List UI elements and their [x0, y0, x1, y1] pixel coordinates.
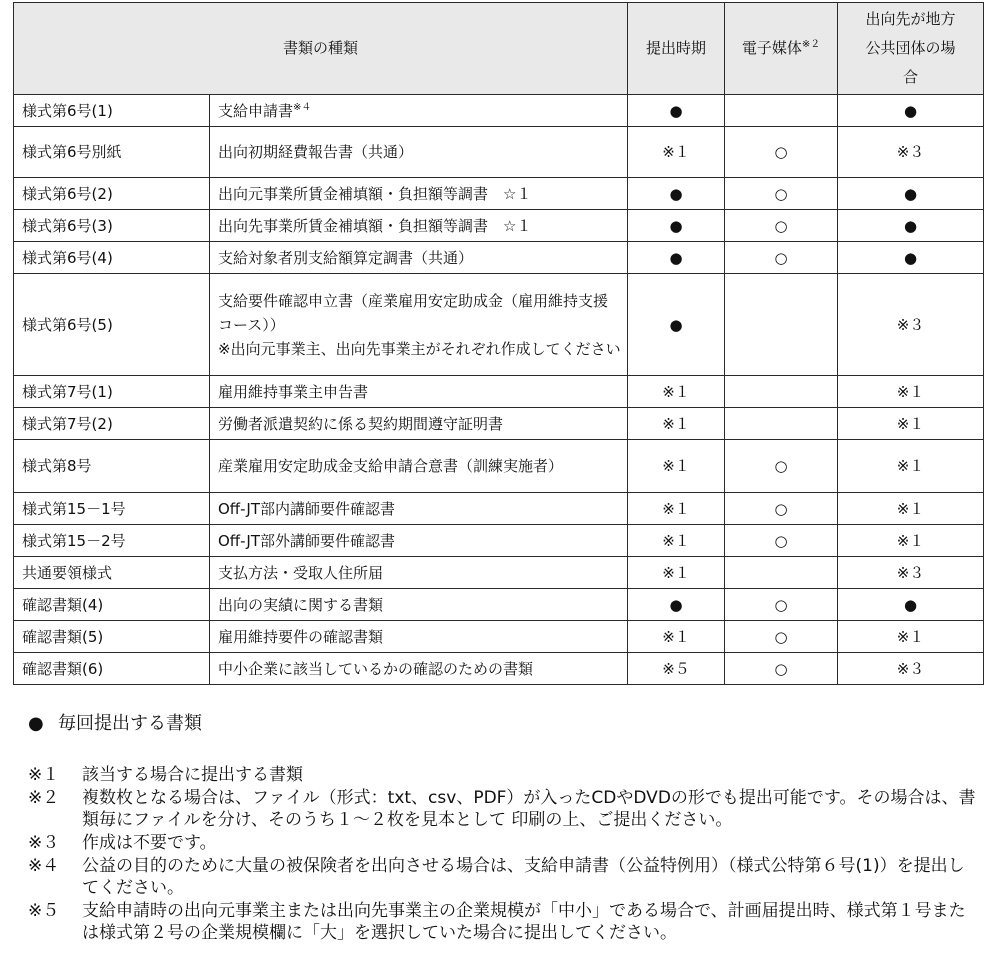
form-number-cell: 様式第6号(3) — [14, 210, 210, 242]
table-row — [14, 440, 984, 493]
timing-mark-cell: ● — [628, 242, 725, 274]
document-name-cell — [210, 621, 628, 653]
local-mark-cell: ※１ — [838, 493, 984, 525]
header-document-type: 書類の種類 — [14, 3, 628, 95]
local-mark-cell: ※３ — [838, 127, 984, 178]
table-row — [14, 178, 984, 210]
document-name-text: 出向元事業所賃金補填額・負担額等調書 ☆１ — [218, 184, 532, 203]
document-name-cell — [210, 178, 628, 210]
document-name-text: 支給対象者別支給額算定調書（共通） — [218, 248, 474, 267]
footnote-mark: ※２ — [28, 788, 60, 808]
table-row — [14, 274, 984, 376]
local-mark-cell: ※１ — [838, 440, 984, 493]
table-row — [14, 408, 984, 440]
form-number-cell: 確認書類(4) — [14, 589, 210, 621]
table-row — [14, 525, 984, 557]
local-mark-cell: ● — [838, 589, 984, 621]
table-body — [14, 95, 984, 685]
header-electronic-media-label: 電子媒体 — [741, 39, 802, 57]
footnote-text: 作成は不要です。 — [82, 833, 217, 853]
local-mark-cell: ● — [838, 178, 984, 210]
footnote-text: 複数枚となる場合は、ファイル（形式：txt、csv、PDF）が入ったCDやDVDの形でも提出可能です。その場合は、書類毎にファイルを分け、そのうち１～２枚を見本として 印刷の上、ご提出ください。 — [82, 788, 976, 830]
timing-mark-cell: ● — [628, 589, 725, 621]
timing-mark-cell: ● — [628, 274, 725, 376]
media-mark-cell — [725, 95, 838, 127]
form-number-cell: 共通要領様式 — [14, 557, 210, 589]
legend-text: 毎回提出する書類 — [58, 713, 202, 734]
timing-mark-cell: ※１ — [628, 557, 725, 589]
media-mark-cell: ○ — [725, 621, 838, 653]
timing-mark-cell: ※５ — [628, 653, 725, 685]
document-name-note: ※４ — [293, 101, 312, 113]
document-name-cell — [210, 274, 628, 376]
timing-mark-cell: ※１ — [628, 621, 725, 653]
form-number-cell: 様式第6号(5) — [14, 274, 210, 376]
document-name-text: 労働者派遣契約に係る契約期間遵守証明書 — [218, 414, 504, 433]
media-mark-cell — [725, 376, 838, 408]
media-mark-cell: ○ — [725, 589, 838, 621]
document-name-text: 雇用維持事業主申告書 — [218, 382, 369, 401]
footnote-text: 該当する場合に提出する書類 — [82, 765, 303, 785]
table-row — [14, 242, 984, 274]
form-number-cell: 確認書類(6) — [14, 653, 210, 685]
local-mark-cell: ※１ — [838, 525, 984, 557]
local-mark-cell: ※１ — [838, 376, 984, 408]
footnote — [28, 832, 978, 854]
timing-mark-cell: ※１ — [628, 525, 725, 557]
form-number-cell: 様式第7号(1) — [14, 376, 210, 408]
timing-mark-cell: ※１ — [628, 376, 725, 408]
document-name-cell — [210, 557, 628, 589]
header-electronic-media-note: ※２ — [801, 39, 821, 50]
footnote-mark: ※５ — [28, 901, 60, 921]
media-mark-cell: ○ — [725, 440, 838, 493]
footnote-mark: ※１ — [28, 765, 60, 785]
form-number-cell: 様式第7号(2) — [14, 408, 210, 440]
table-row — [14, 127, 984, 178]
legend-bullet: ● — [28, 713, 44, 734]
local-mark-cell: ● — [838, 242, 984, 274]
media-mark-cell: ○ — [725, 493, 838, 525]
document-name-text: 出向の実績に関する書類 — [218, 595, 384, 614]
table-row — [14, 653, 984, 685]
timing-mark-cell: ● — [628, 210, 725, 242]
document-name-cell — [210, 376, 628, 408]
form-number-cell: 様式第6号別紙 — [14, 127, 210, 178]
header-submission-timing: 提出時期 — [628, 3, 725, 95]
timing-mark-cell: ※１ — [628, 408, 725, 440]
table-row — [14, 210, 984, 242]
document-name-text: 支給要件確認申立書（産業雇用安定助成金（雇用維持支援コース）） ※出向元事業主、出向先事業主がそれぞれ作成してください — [218, 291, 621, 358]
footnote-text: 公益の目的のために大量の被保険者を出向させる場合は、支給申請書（公益特例用）（様式公特第６号(1)）を提出してください。 — [82, 856, 965, 898]
local-mark-cell: ※３ — [838, 274, 984, 376]
footnote — [28, 787, 978, 831]
document-name-cell — [210, 242, 628, 274]
document-name-text: Off-JT部内講師要件確認書 — [218, 499, 395, 518]
table-row — [14, 493, 984, 525]
footnote — [28, 900, 978, 944]
document-name-text: 出向初期経費報告書（共通） — [218, 143, 414, 161]
local-mark-cell: ● — [838, 95, 984, 127]
form-number-cell: 確認書類(5) — [14, 621, 210, 653]
timing-mark-cell: ● — [628, 95, 725, 127]
local-mark-cell: ※３ — [838, 557, 984, 589]
local-mark-cell: ● — [838, 210, 984, 242]
document-name-text: 中小企業に該当しているかの確認のための書類 — [218, 659, 534, 678]
document-name-cell — [210, 127, 628, 178]
form-number-cell: 様式第6号(4) — [14, 242, 210, 274]
timing-mark-cell: ※１ — [628, 127, 725, 178]
document-name-cell — [210, 493, 628, 525]
document-name-cell — [210, 525, 628, 557]
table-row — [14, 557, 984, 589]
footnote-mark: ※３ — [28, 833, 60, 853]
document-name-text: 支払方法・受取人住所届 — [218, 563, 384, 582]
document-list-table — [13, 2, 984, 685]
form-number-cell: 様式第15－2号 — [14, 525, 210, 557]
document-name-cell — [210, 653, 628, 685]
footnote — [28, 764, 978, 786]
footnote — [28, 855, 978, 899]
table-row — [14, 376, 984, 408]
form-number-cell: 様式第15－1号 — [14, 493, 210, 525]
footnote-text: 支給申請時の出向元事業主または出向先事業主の企業規模が「中小」である場合で、計画届提出時、様式第１号または様式第２号の企業規模欄に「大」を選択していた場合に提出してください。 — [82, 901, 966, 943]
footnote-mark: ※４ — [28, 856, 60, 876]
table-row — [14, 95, 984, 127]
document-name-text: 支給申請書 — [218, 101, 294, 120]
document-name-cell — [210, 408, 628, 440]
media-mark-cell: ○ — [725, 127, 838, 178]
footnotes — [28, 764, 978, 945]
media-mark-cell: ○ — [725, 653, 838, 685]
header-electronic-media — [725, 3, 838, 95]
local-mark-cell: ※３ — [838, 653, 984, 685]
table-header-row — [14, 3, 984, 95]
media-mark-cell: ○ — [725, 178, 838, 210]
media-mark-cell — [725, 274, 838, 376]
media-mark-cell: ○ — [725, 210, 838, 242]
form-number-cell: 様式第6号(1) — [14, 95, 210, 127]
document-name-text: 出向先事業所賃金補填額・負担額等調書 ☆１ — [218, 216, 532, 235]
document-name-text: Off-JT部外講師要件確認書 — [218, 531, 395, 550]
table-row — [14, 589, 984, 621]
document-name-text: 産業雇用安定助成金支給申請合意書（訓練実施者） — [218, 457, 564, 475]
local-mark-cell: ※１ — [838, 408, 984, 440]
media-mark-cell — [725, 557, 838, 589]
document-name-cell — [210, 95, 628, 127]
local-mark-cell: ※１ — [838, 621, 984, 653]
media-mark-cell: ○ — [725, 525, 838, 557]
document-name-cell — [210, 440, 628, 493]
form-number-cell: 様式第6号(2) — [14, 178, 210, 210]
timing-mark-cell: ※１ — [628, 440, 725, 493]
table-row — [14, 621, 984, 653]
document-name-cell — [210, 589, 628, 621]
timing-mark-cell: ※１ — [628, 493, 725, 525]
form-number-cell: 様式第8号 — [14, 440, 210, 493]
document-name-cell — [210, 210, 628, 242]
legend — [28, 712, 202, 736]
document-name-text: 雇用維持要件の確認書類 — [218, 627, 384, 646]
media-mark-cell — [725, 408, 838, 440]
header-local-government: 出向先が地方公共団体の場合 — [838, 3, 984, 95]
media-mark-cell: ○ — [725, 242, 838, 274]
timing-mark-cell: ● — [628, 178, 725, 210]
